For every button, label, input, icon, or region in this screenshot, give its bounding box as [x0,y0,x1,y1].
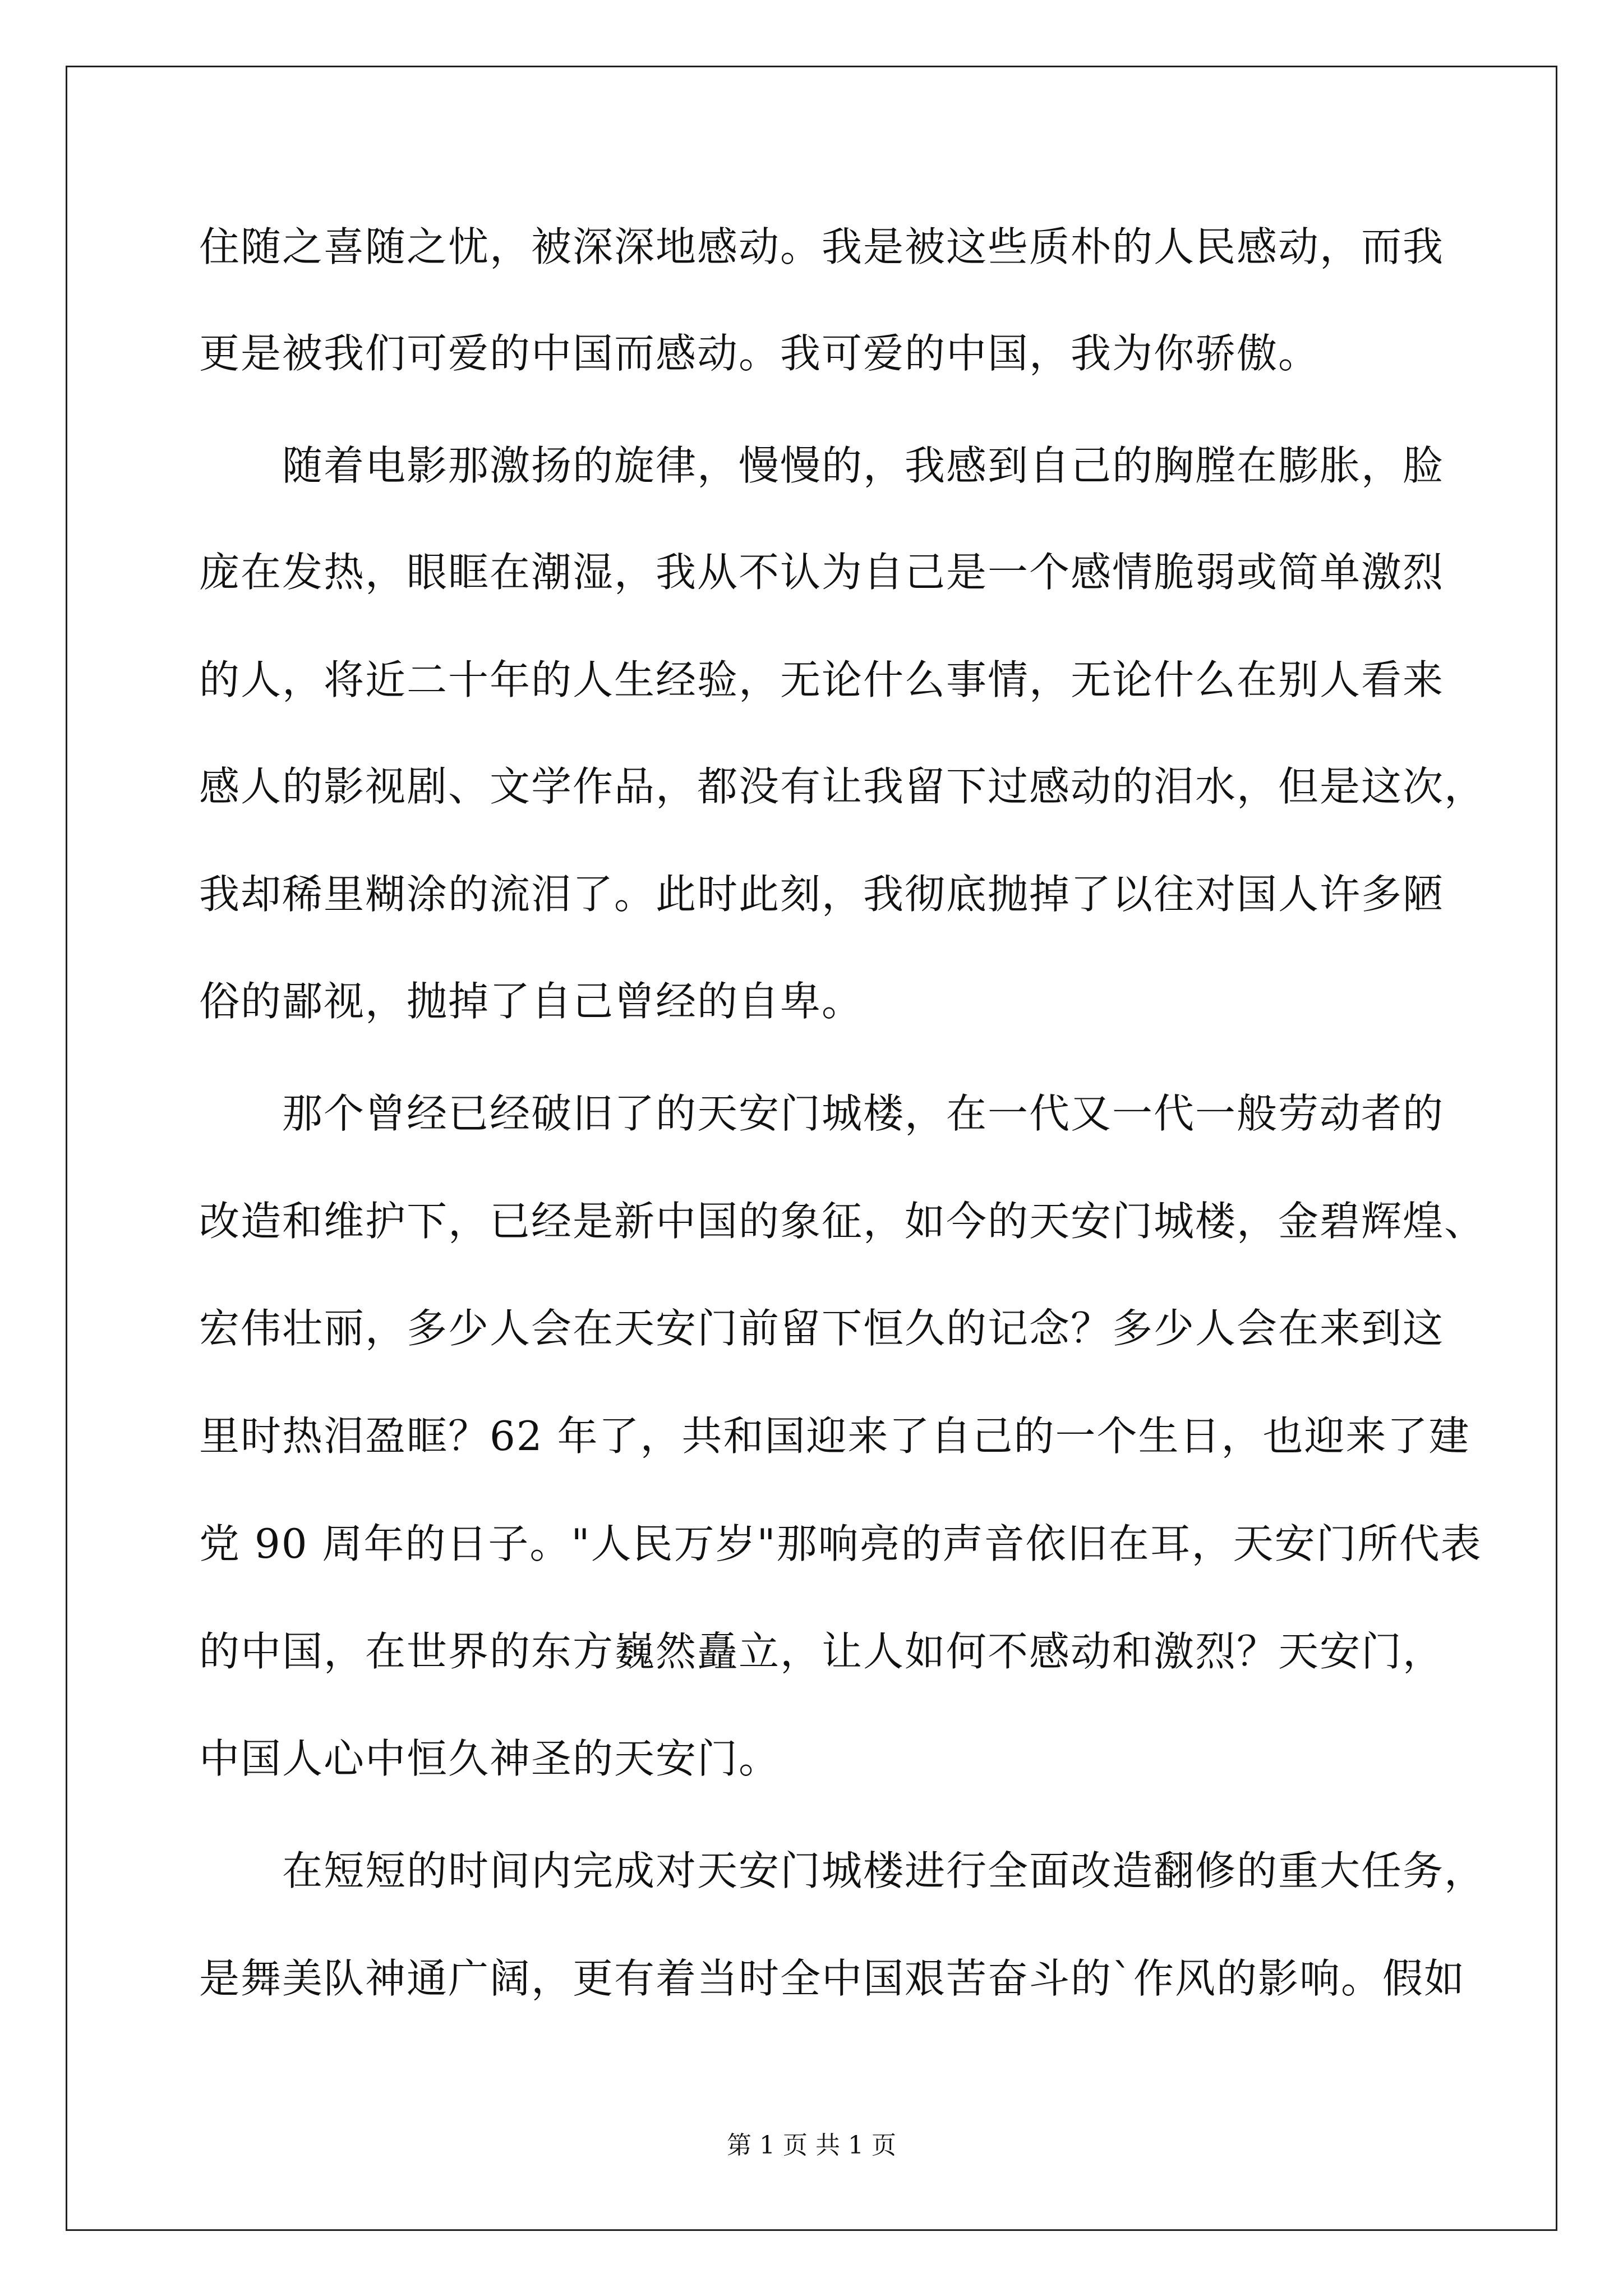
text-line: 的中国，在世界的东方巍然矗立，让人如何不感动和激烈？天安门， [199,1628,1445,1675]
paragraph-first-line: 随着电影那激扬的旋律，慢慢的，我感到自己的胸膛在膨胀，脸 [282,442,1445,489]
text-line: 住随之喜随之忧，被深深地感动。我是被这些质朴的人民感动，而我 [199,223,1445,270]
text-line: 是舞美队神通广阔，更有着当时全中国艰苦奋斗的`作风的影响。假如 [199,1955,1466,2002]
text-line: 俗的鄙视，抛掉了自己曾经的自卑。 [199,978,864,1025]
text-line: 里时热泪盈眶？62 年了，共和国迎来了自己的一个生日，也迎来了建 [199,1412,1470,1460]
paragraph-first-line: 那个曾经已经破旧了的天安门城楼，在一代又一代一般劳动者的 [282,1090,1445,1137]
page-border [66,66,1557,2231]
text-line: 更是被我们可爱的中国而感动。我可爱的中国，我为你骄傲。 [199,330,1320,377]
text-line: 改造和维护下，已经是新中国的象征，如今的天安门城楼，金碧辉煌、 [199,1198,1486,1245]
paragraph-first-line: 在短短的时间内完成对天安门城楼进行全面改造翻修的重大任务， [282,1847,1486,1894]
page-number-footer: 第 1 页 共 1 页 [727,2131,896,2160]
text-line: 中国人心中恒久神圣的天安门。 [199,1735,781,1782]
text-line: 我却稀里糊涂的流泪了。此时此刻，我彻底抛掉了以往对国人许多陋 [199,871,1445,918]
text-line: 的人，将近二十年的人生经验，无论什么事情，无论什么在别人看来 [199,656,1445,703]
text-line: 党 90 周年的日子。"人民万岁"那响亮的声音依旧在耳，天安门所代表 [199,1520,1482,1567]
text-line: 感人的影视剧、文学作品，都没有让我留下过感动的泪水，但是这次， [199,763,1486,810]
text-line: 庞在发热，眼眶在潮湿，我从不认为自己是一个感情脆弱或简单激烈 [199,549,1445,596]
text-line: 宏伟壮丽，多少人会在天安门前留下恒久的记念？多少人会在来到这 [199,1305,1445,1352]
